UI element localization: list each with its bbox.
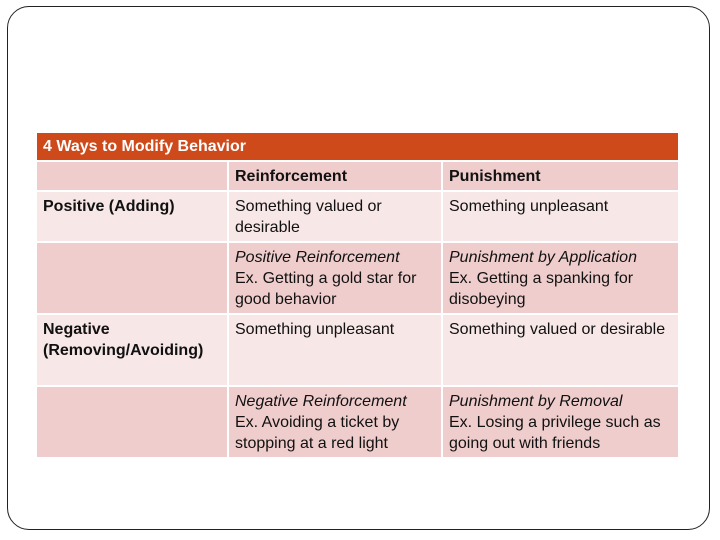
cell-positive-reinforcement-stimulus: Something valued or desirable xyxy=(229,192,443,243)
column-header-row xyxy=(37,162,678,192)
negative-reinforcement-name: Negative Reinforcement xyxy=(235,393,407,410)
cell-punishment-by-removal xyxy=(443,387,678,457)
cell-positive-punishment-stimulus: Something unpleasant xyxy=(443,192,678,243)
empty-corner-cell xyxy=(37,162,229,192)
table-row xyxy=(37,315,678,387)
table-title: 4 Ways to Modify Behavior xyxy=(37,133,678,162)
punishment-by-removal-name: Punishment by Removal xyxy=(449,393,623,410)
empty-cell xyxy=(37,387,229,457)
row-label-negative: Negative (Removing/Avoiding) xyxy=(37,315,229,387)
cell-positive-reinforcement xyxy=(229,243,443,315)
row-label-positive: Positive (Adding) xyxy=(37,192,229,243)
punishment-by-application-example: Ex. Getting a spanking for disobeying xyxy=(449,270,634,308)
positive-reinforcement-name: Positive Reinforcement xyxy=(235,249,400,266)
col-header-punishment: Punishment xyxy=(443,162,678,192)
behavior-matrix-table xyxy=(37,133,678,457)
table-title-row xyxy=(37,133,678,162)
table-row xyxy=(37,192,678,243)
col-header-reinforcement: Reinforcement xyxy=(229,162,443,192)
punishment-by-application-name: Punishment by Application xyxy=(449,249,637,266)
empty-cell xyxy=(37,243,229,315)
cell-negative-reinforcement-stimulus: Something unpleasant xyxy=(229,315,443,387)
cell-negative-punishment-stimulus: Something valued or desirable xyxy=(443,315,678,387)
table-row xyxy=(37,387,678,457)
table-row xyxy=(37,243,678,315)
positive-reinforcement-example: Ex. Getting a gold star for good behavior xyxy=(235,270,417,308)
cell-punishment-by-application xyxy=(443,243,678,315)
cell-negative-reinforcement xyxy=(229,387,443,457)
punishment-by-removal-example: Ex. Losing a privilege such as going out with friends xyxy=(449,414,661,452)
negative-reinforcement-example: Ex. Avoiding a ticket by stopping at a red light xyxy=(235,414,400,452)
